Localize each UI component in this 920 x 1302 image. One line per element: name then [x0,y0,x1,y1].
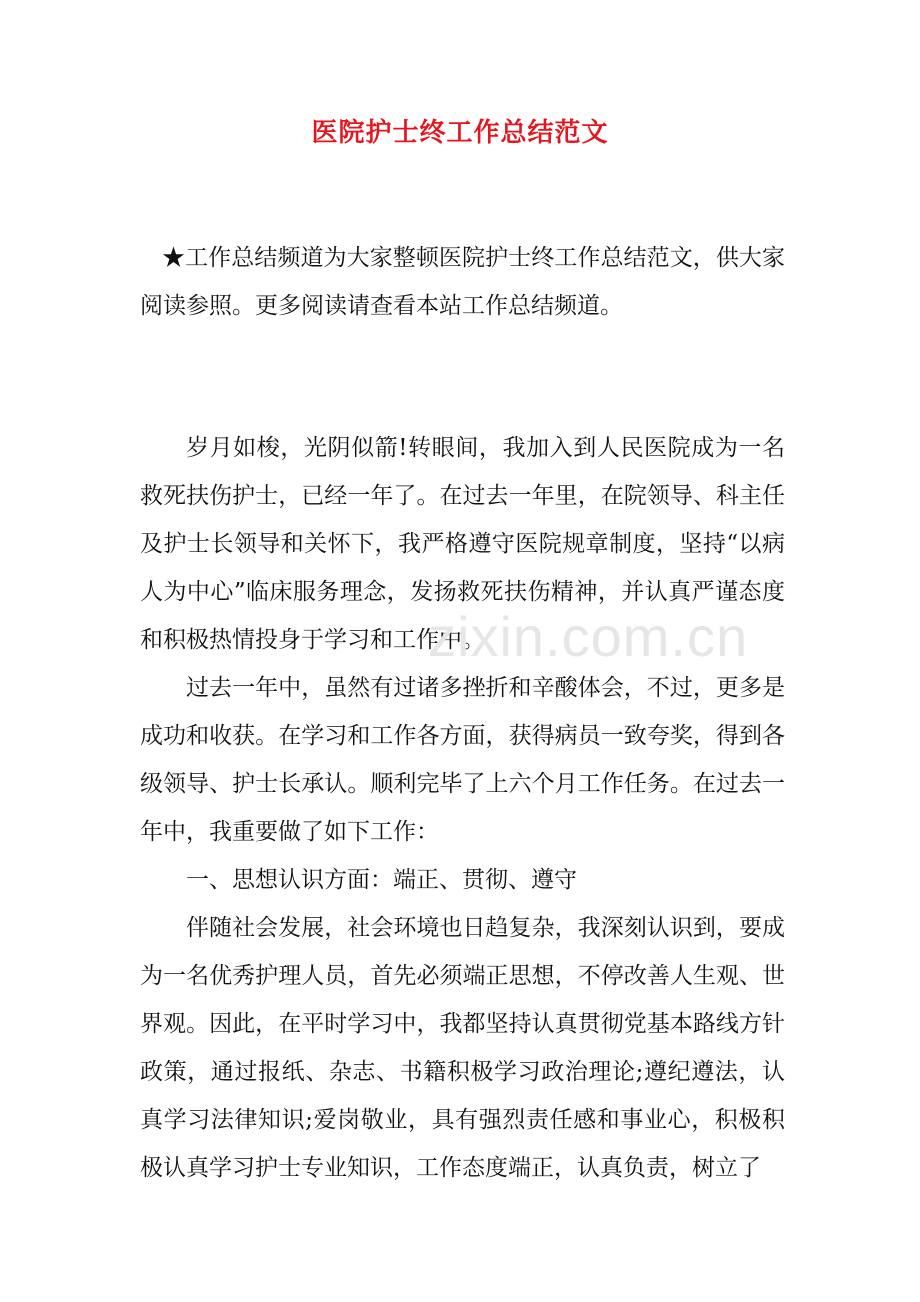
section-heading: 一、思想认识方面：端正、贯彻、遵守 [186,867,577,893]
document-body [140,424,785,1192]
body-paragraph: 岁月如梭，光阴似箭!转眼间，我加入到人民医院成为一名救死扶伤护士，已经一年了。在过去一年里，在院领导、科主任及护士长领导和关怀下，我严格遵守医院规章制度，坚持“以病人为中心”临床服务理念，发扬救死扶伤精神，并认真严谨态度和积极热情投身于学习和工作中。 [140,435,785,653]
watermark: zixin.com.cn [428,605,749,668]
document-title: 医院护士终工作总结范文 [311,118,609,148]
intro-paragraph: ★工作总结频道为大家整顿医院护士终工作总结范文，供大家阅读参照。更多阅读请查看本站工作总结频道。 [140,245,785,319]
body-paragraph: 过去一年中，虽然有过诸多挫折和辛酸体会，不过，更多是成功和收获。在学习和工作各方面，获得病员一致夸奖，得到各级领导、护士长承认。顺利完毕了上六个月工作任务。在过去一年中，我重要做了如下工作： [140,675,785,845]
body-paragraph: 伴随社会发展，社会环境也日趋复杂，我深刻认识到，要成为一名优秀护理人员，首先必须端正思想，不停改善人生观、世界观。因此，在平时学习中，我都坚持认真贯彻党基本路线方针政策，通过报纸、杂志、书籍积极学习政治理论;遵纪遵法，认真学习法律知识;爱岗敬业，具有强烈责任感和事业心，积极积极认真学习护士专业知识，工作态度端正，认真负责，树立了 [140,915,785,1181]
